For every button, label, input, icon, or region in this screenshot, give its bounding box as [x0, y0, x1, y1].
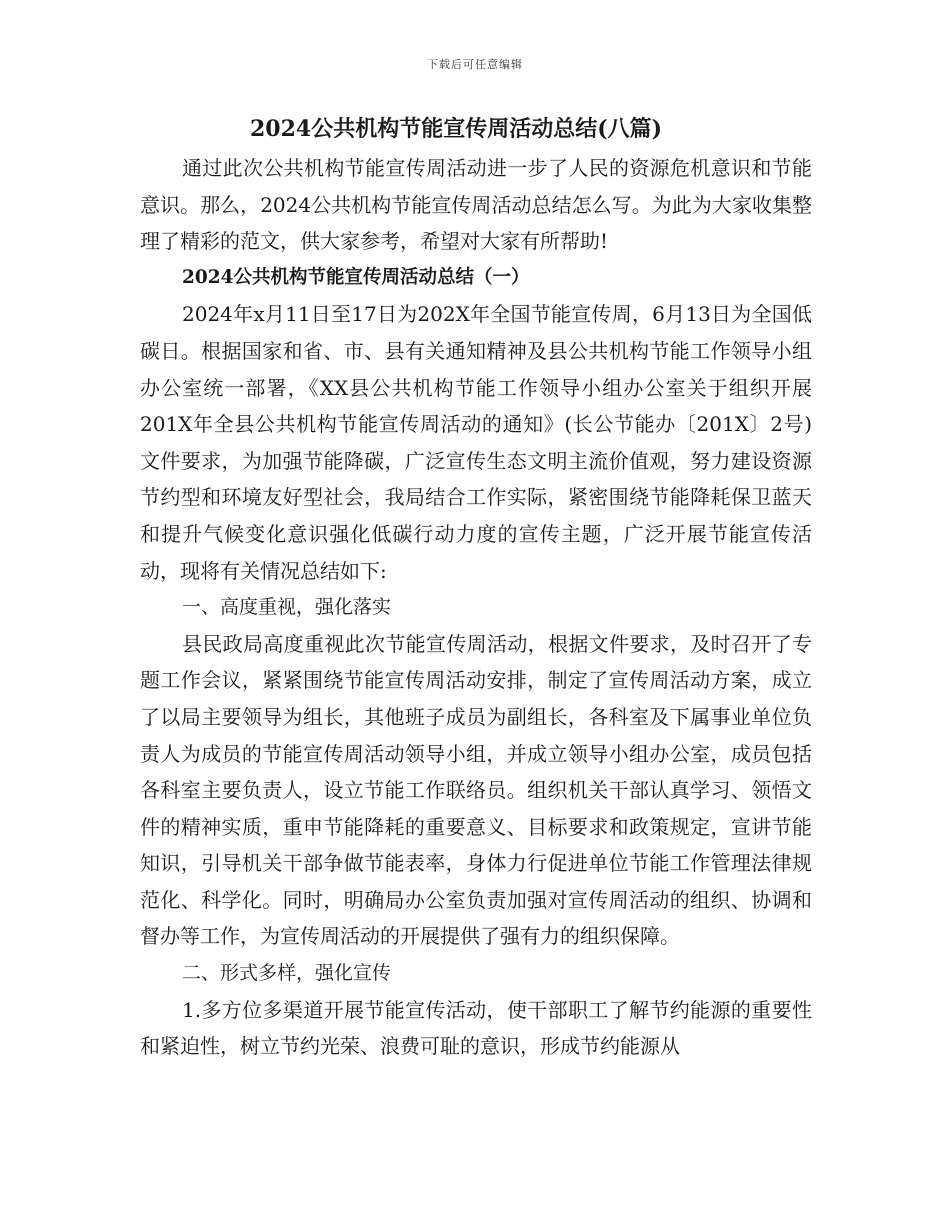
subheading: 一、高度重视，强化落实	[182, 596, 392, 619]
document-title: 2024公共机构节能宣传周活动总结(八篇)	[250, 116, 663, 142]
subheading: 二、形式多样，强化宣传	[182, 962, 392, 985]
body-paragraph: 县民政局高度重视此次节能宣传周活动，根据文件要求，及时召开了专题工作会议，紧紧围绕节能宣传周活动安排，制定了宣传周活动方案，成立了以局主要领导为组长，其他班子成员为副组长，各科室及下属事业单位负责人为成员的节能宣传周活动领导小组，并成立领导小组办公室，成员包括各科室主要负责人，设立节能工作联络员。组织机关干部认真学习、领悟文件的精神实质，重申节能降耗的重要意义、目标要求和政策规定，宣讲节能知识，引导机关干部争做节能表率，身体力行促进单位节能工作管理法律规范化、科学化。同时，明确局办公室负责加强对宣传周活动的组织、协调和督办等工作，为宣传周活动的开展提供了强有力的组织保障。	[140, 631, 812, 949]
header-note: 下载后可任意编辑	[427, 58, 523, 71]
intro-paragraph: 通过此次公共机构节能宣传周活动进一步了人民的资源危机意识和节能意识。那么，2024公共机构节能宣传周活动总结怎么写。为此为大家收集整理了精彩的范文，供大家参考，希望对大家有所帮助!	[140, 156, 812, 254]
body-paragraph: 2024年x月11日至17日为202X年全国节能宣传周，6月13日为全国低碳日。根据国家和省、市、县有关通知精神及县公共机构节能工作领导小组办公室统一部署，《XX县公共机构节能工作领导小组办公室关于组织开展201X年全县公共机构节能宣传周活动的通知》(长公节能办〔201X〕2号)文件要求，为加强节能降碳，广泛宣传生态文明主流价值观，努力建设资源节约型和环境友好型社会，我局结合工作实际，紧密围绕节能降耗保卫蓝天和提升气候变化意识强化低碳行动力度的宣传主题，广泛开展节能宣传活动，现将有关情况总结如下:	[140, 302, 812, 583]
body-paragraph: 1.多方位多渠道开展节能宣传活动，使干部职工了解节约能源的重要性和紧迫性，树立节约光荣、浪费可耻的意识，形成节约能源从	[140, 997, 812, 1059]
document-body	[140, 112, 812, 1065]
section-heading: 2024公共机构节能宣传周活动总结（一）	[182, 266, 530, 288]
